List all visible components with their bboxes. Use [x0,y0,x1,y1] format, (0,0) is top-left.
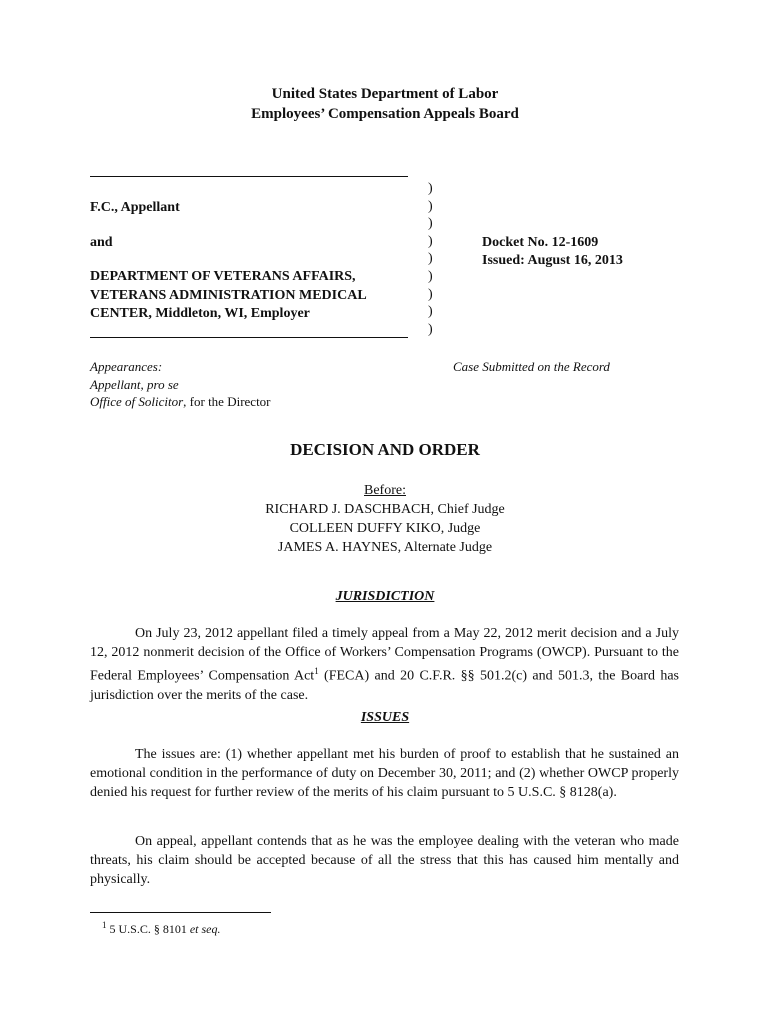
jurisdiction-text-a: On July 23, 2012 appellant filed a timely appeal from a May 22, 2012 merit decision and a July 12, 2012 nonmerit decision of the Office of Workers’ Compensation Programs (OWCP). Pursuant to the Federal Employees’ Compensation Act [90,626,679,684]
docket-number: Docket No. 12-1609 [482,235,599,250]
issues-paragraph-2: On appeal, appellant contends that as he was the employee dealing with the veteran who made threats, his claim should be accepted because of all the stress that this has caused him mentally and physically. [90,834,679,887]
footnote-ref-1[interactable]: 1 [314,666,319,676]
caption-parentheses: ) ) ) ) ) ) ) ) ) [428,181,433,337]
case-submitted: Case Submitted on the Record [453,359,610,374]
footnote-rule [90,912,271,913]
panel-block [0,481,770,557]
before-label: Before: [364,483,406,498]
issues-paragraph-1: The issues are: (1) whether appellant met his burden of proof to establish that he sustained an emotional condition in the performance of duty on December 30, 2011; and (2) whether OWCP properly denied his request for further review of the merits of his claim pursuant to 5 U.S.C. § 8128(a). [90,747,679,800]
footnote-text: 5 U.S.C. § 8101 [106,922,190,936]
judge-associate: COLLEEN DUFFY KIKO, Judge [289,521,481,536]
and-label: and [90,235,113,250]
jurisdiction-heading [0,589,770,605]
appellant-name: F.C., Appellant [90,200,180,215]
issues-heading [0,710,770,726]
decision-title: DECISION AND ORDER [290,440,480,459]
footnote-1 [102,920,221,937]
issues-heading-text: ISSUES [360,710,410,725]
footnote-mark: 1 [102,920,107,930]
employer-line-3: CENTER, Middleton, WI, Employer [90,306,310,321]
judge-chief: RICHARD J. DASCHBACH, Chief Judge [265,502,505,517]
caption-bottom-rule [90,337,408,338]
agency-title: United States Department of Labor [271,86,499,102]
jurisdiction-paragraph [90,624,679,705]
board-title: Employees’ Compensation Appeals Board [251,106,519,122]
solicitor-role: , for the Director [183,394,271,409]
jurisdiction-heading-text: JURISDICTION [335,589,435,604]
solicitor-line [90,393,271,411]
appellant-pro-se: Appellant, pro se [90,376,179,392]
judge-alternate: JAMES A. HAYNES, Alternate Judge [277,540,493,555]
employer-line-2: VETERANS ADMINISTRATION MEDICAL [90,288,367,303]
footnote-italic: et seq. [189,922,221,936]
solicitor-office: Office of Solicitor [90,394,184,409]
appearances-label: Appearances: [90,359,163,374]
caption-top-rule [90,176,408,177]
jurisdiction-text-b: (FECA) and 20 C.F.R. §§ 501.2(c) and 501.3, the Board has jurisdiction over the merits of the case. [90,668,679,703]
employer-line-1: DEPARTMENT OF VETERANS AFFAIRS, [90,269,356,284]
issued-date: Issued: August 16, 2013 [482,253,623,268]
appearances-block [90,358,271,411]
